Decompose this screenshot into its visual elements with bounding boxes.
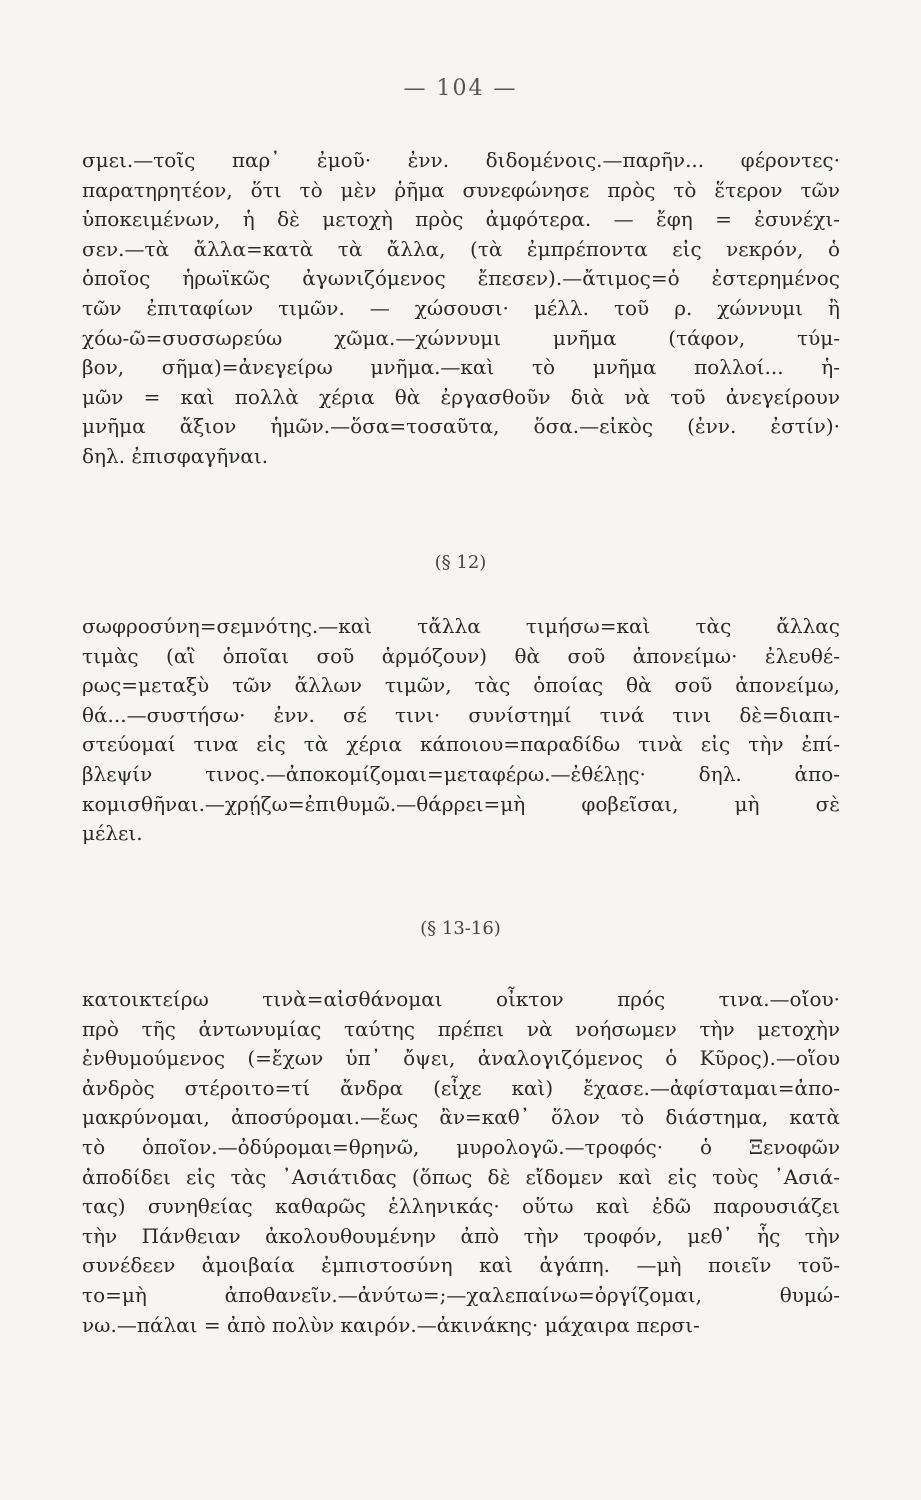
text-line: ἀνδρὸς στέροιτο=τί ἄνδρα (εἶχε καὶ) ἔχασε.—ἀφίσταμαι=ἀπο- bbox=[82, 1075, 840, 1100]
text-line: σωφροσύνη=σεμνότης.—καὶ τἄλλα τιμήσω=καὶ τὰς ἄλλας bbox=[82, 614, 840, 638]
text-line: στεύομαί τινα εἰς τὰ χέρια κάποιου=παραδίδω τινὰ εἰς τὴν ἐπί- bbox=[82, 732, 840, 757]
text-line: ὁποῖος ἡρωϊκῶς ἀγωνιζόμενος ἔπεσεν).—ἄτιμος=ὁ ἐστερημένος bbox=[82, 266, 840, 291]
text-line: ὑποκειμένων, ἡ δὲ μετοχὴ πρὸς ἀμφότερα. — ἔφη = ἐσυνέχι- bbox=[82, 207, 840, 232]
text-line: τὴν Πάνθειαν ἀκολουθουμένην ἀπὸ τὴν τροφόν, μεθ᾽ ἧς τὴν bbox=[82, 1223, 840, 1248]
text-line: το=μὴ ἀποθανεῖν.—ἀνύτω=;—χαλεπαίνω=ὀργίζομαι, θυμώ- bbox=[82, 1282, 840, 1307]
text-line: μῶν = καὶ πολλὰ χέρια θὰ ἐργασθοῦν διὰ νὰ τοῦ ἀνεγείρουν bbox=[82, 384, 840, 409]
text-line: σμει.—τοῖς παρ᾽ ἐμοῦ· ἐνν. διδομένοις.—παρῆν... φέροντες· bbox=[82, 148, 840, 172]
text-line: χόω-ῶ=συσσωρεύω χῶμα.—χώννυμι μνῆμα (τάφον, τύμ- bbox=[82, 325, 840, 350]
text-line: σεν.—τὰ ἄλλα=κατὰ τὰ ἄλλα, (τὰ ἐμπρέποντα εἰς νεκρόν, ὁ bbox=[82, 236, 840, 261]
commentary-block-2 bbox=[82, 612, 840, 849]
text-line: δηλ. ἐπισφαγῆναι. bbox=[82, 443, 269, 468]
text-line: νω.—πάλαι = ἀπὸ πολὺν καιρόν.—ἀκινάκης· μάχαιρα περσι- bbox=[82, 1312, 700, 1337]
text-line: τιμὰς (αἳ ὁποῖαι σοῦ ἁρμόζουν) θὰ σοῦ ἀπονείμω· ἐλευθέ- bbox=[82, 643, 840, 668]
text-line: συνέδεεν ἀμοιβαία ἐμπιστοσύνη καὶ ἀγάπη. —μὴ ποιεῖν τοῦ- bbox=[82, 1253, 840, 1278]
text-line: ἀποδίδει εἰς τὰς ᾿Ασιάτιδας (ὅπως δὲ εἴδομεν καὶ εἰς τοὺς ᾿Ασιά- bbox=[82, 1164, 840, 1189]
section-heading-12: (§ 12) bbox=[434, 552, 487, 573]
text-line: πρὸ τῆς ἀντωνυμίας ταύτης πρέπει νὰ νοήσωμεν τὴν μετοχὴν bbox=[82, 1016, 840, 1041]
page-number: — 104 — bbox=[403, 76, 518, 101]
text-line: τὸ ὁποῖον.—ὀδύρομαι=θρηνῶ, μυρολογῶ.—τροφός· ὁ Ξενοφῶν bbox=[82, 1134, 840, 1159]
text-line: βλεψίν τινος.—ἀποκομίζομαι=μεταφέρω.—ἐθέλῃς· δηλ. ἀπο- bbox=[82, 761, 840, 786]
text-line: κατοικτείρω τινὰ=αἰσθάνομαι οἶκτον πρός τινα.—οἴου· bbox=[82, 987, 840, 1011]
text-line: τας) συνηθείας καθαρῶς ἑλληνικάς· οὕτω καὶ ἐδῶ παρουσιάζει bbox=[82, 1194, 840, 1219]
text-line: θά...—συστήσω· ἐνν. σέ τινι· συνίστημί τινά τινι δὲ=διαπι- bbox=[82, 702, 840, 727]
text-line: κομισθῆναι.—χρῄζω=ἐπιθυμῶ.—θάρρει=μὴ φοβεῖσαι, μὴ σὲ bbox=[82, 791, 840, 816]
text-line: ρως=μεταξὺ τῶν ἄλλων τιμῶν, τὰς ὁποίας θὰ σοῦ ἀπονείμω, bbox=[82, 673, 840, 698]
text-line: μέλει. bbox=[82, 821, 143, 846]
text-line: ἐνθυμούμενος (=ἔχων ὑπ᾽ ὄψει, ἀναλογιζόμενος ὁ Κῦρος).—οἵου bbox=[82, 1046, 840, 1071]
text-line: παρατηρητέον, ὅτι τὸ μὲν ῥῆμα συνεφώνησε πρὸς τὸ ἕτερον τῶν bbox=[82, 177, 840, 202]
commentary-block-3 bbox=[82, 985, 840, 1340]
section-heading-13-16: (§ 13-16) bbox=[420, 918, 501, 939]
commentary-block-1 bbox=[82, 146, 840, 472]
text-line: μνῆμα ἄξιον ἡμῶν.—ὅσα=τοσαῦτα, ὅσα.—εἰκὸς (ἐνν. ἐστίν)· bbox=[82, 414, 840, 439]
text-line: βον, σῆμα)=ἀνεγείρω μνῆμα.—καὶ τὸ μνῆμα πολλοί... ἡ- bbox=[82, 355, 840, 380]
text-line: μακρύνομαι, ἀποσύρομαι.—ἕως ἂν=καθ᾽ ὅλον τὸ διάστημα, κατὰ bbox=[82, 1105, 840, 1130]
text-line: τῶν ἐπιταφίων τιμῶν. — χώσουσι· μέλλ. τοῦ ρ. χώννυμι ἢ bbox=[82, 295, 840, 320]
